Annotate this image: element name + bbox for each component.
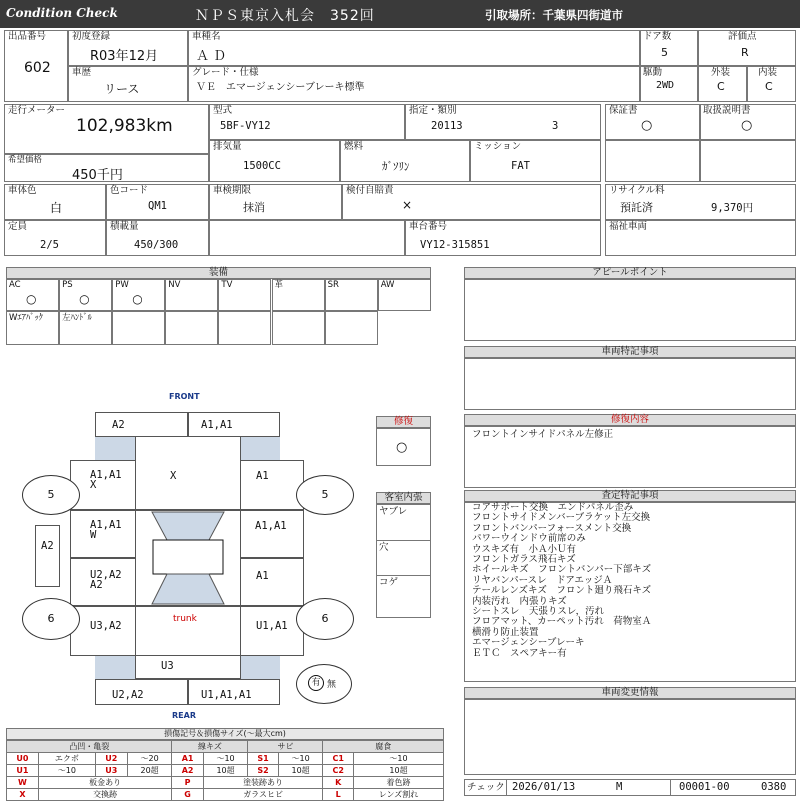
capacity-value: 2/5 (40, 239, 59, 251)
hood (135, 436, 241, 510)
model-label: 型式 (213, 105, 233, 116)
inspect-value: 抹消 (243, 201, 265, 214)
class-value-1: 20113 (431, 120, 463, 132)
fbl-text: A2 (112, 419, 125, 431)
inspection-line: ウスキズ有 小Ａ小Ｕ有 (472, 543, 577, 555)
inspection-line: コアサポート交換 エンドパネル歪み (472, 502, 634, 513)
legend-cell: 凸凹・亀裂 (7, 741, 172, 753)
name-box (188, 30, 640, 66)
brand-logo: Condition Check (6, 6, 118, 20)
class-value-2: 3 (552, 120, 559, 132)
mileage-value: 102,983km (76, 116, 173, 136)
equipment-code: TV (221, 280, 233, 290)
legend-cell: 10超 (353, 765, 443, 777)
legend-cell: W (7, 777, 39, 789)
door-fr-text: A1,A1 (255, 520, 287, 532)
legend-cell: 10超 (203, 765, 248, 777)
equipment-cell-5 (272, 279, 325, 311)
lot-number: 602 (24, 60, 51, 76)
fuel-label: 燃料 (344, 141, 364, 152)
equipment-code: AW (380, 280, 395, 290)
inspection-lines (472, 503, 651, 659)
interior-tear: ヤブレ (379, 506, 408, 517)
manual-mark: ○ (741, 118, 753, 133)
tire-rear-left: 6 (22, 598, 80, 640)
windshield-shapes (135, 510, 241, 606)
interior-divider-2 (376, 575, 431, 576)
rear-label: REAR (172, 711, 196, 720)
legend-cell: S2 (248, 765, 278, 777)
equipment-extra-cell-6 (325, 311, 378, 345)
vehicle-name: ＡＤ (196, 49, 231, 64)
mission-label: ミッション (474, 141, 522, 152)
legend-cell: C1 (323, 753, 354, 765)
ext-value: C (717, 80, 725, 93)
equipment-extra-cell-5 (272, 311, 325, 345)
history-value: リース (104, 82, 140, 96)
corner-fl (95, 436, 135, 460)
blank-box-3 (209, 220, 405, 256)
warranty-mark: ○ (641, 118, 653, 133)
doors-value: 5 (661, 46, 668, 59)
inspection-line: エマージェンシーブレーキ (472, 637, 585, 649)
tire-rear-right: 6 (296, 598, 354, 640)
rear-panel-text: U3 (161, 660, 174, 672)
front-label: FRONT (169, 392, 200, 401)
insurance-label: 検付自賠責 (346, 185, 394, 196)
inspect-label: 車検期限 (213, 185, 252, 196)
color-code-label: 色コード (110, 185, 149, 196)
equipment-code: NV (168, 280, 181, 290)
legend-cell: X (7, 789, 39, 801)
damage-legend (6, 740, 444, 801)
equipment-mark: ○ (26, 292, 37, 306)
ext-label: 外装 (711, 67, 731, 78)
model-value: 5BF-VY12 (220, 120, 271, 132)
spare-yes-circle: 有 (308, 675, 324, 691)
equipment-cell-2 (112, 279, 165, 311)
lot-label: 出品番号 (8, 31, 47, 42)
int-label: 内装 (758, 67, 778, 78)
spare-no: 無 (327, 680, 337, 690)
equipment-code: SR (327, 280, 339, 290)
legend-cell: 〜20 (127, 753, 172, 765)
score-value: R (741, 46, 749, 59)
equipment-code: PW (115, 280, 129, 290)
interior-burn: コゲ (379, 577, 399, 588)
legend-cell: A1 (172, 753, 203, 765)
disp-value: 1500CC (243, 160, 281, 172)
recycle-label: リサイクル料 (609, 185, 665, 196)
legend-header: 損傷記号＆損傷サイズ(〜最大cm) (6, 728, 444, 740)
price-label: 希望価格 (8, 155, 43, 165)
drive-label: 駆動 (643, 67, 663, 78)
interior-body (376, 504, 431, 618)
inspection-line: シートスレ 天張りスレ，汚れ (472, 606, 605, 618)
equipment-header: 装備 (6, 267, 431, 279)
legend-cell: 〜10 (38, 765, 95, 777)
equipment-code: PS (62, 280, 73, 290)
rbr-text: U1,A1,A1 (201, 689, 252, 701)
inspection-line: フロントガラス飛石キズ (472, 554, 576, 566)
changes-body (464, 699, 796, 775)
price-value: 450千円 (72, 168, 123, 183)
appeal-header: アピールポイント (464, 267, 796, 279)
rbl-text: U2,A2 (112, 689, 144, 701)
name-label: 車種名 (192, 31, 221, 42)
legend-cell: 〜10 (203, 753, 248, 765)
fender-right (240, 460, 304, 510)
repair-header: 修復 (376, 416, 431, 428)
legend-cell: レンズ割れ (353, 789, 443, 801)
special-header: 車両特記事項 (464, 346, 796, 358)
trunk-text: trunk (173, 614, 197, 624)
equipment-cell-1 (59, 279, 112, 311)
corner-rr (240, 655, 280, 679)
inspection-header: 査定特記事項 (464, 490, 796, 502)
legend-cell: 〜10 (278, 753, 323, 765)
side-left-text: A2 (41, 540, 54, 552)
legend-cell: 着色跡 (353, 777, 443, 789)
rear-panel (135, 655, 241, 679)
reg-date: R03年12月 (90, 49, 159, 64)
legend-cell: 板金あり (38, 777, 172, 789)
legend-cell: 〜10 (353, 753, 443, 765)
legend-cell: 交換跡 (38, 789, 172, 801)
repair-detail-text: フロントインサイドパネル左修正 (472, 429, 614, 440)
legend-cell: 塗装跡あり (203, 777, 323, 789)
load-label: 積載量 (110, 221, 139, 232)
interior-divider-1 (376, 540, 431, 541)
legend-cell: エクボ (38, 753, 95, 765)
inspection-line: パワーウインドウ前席のみ (472, 533, 586, 545)
inspection-line: フロントサイドメンバーブラケット左交換 (472, 512, 651, 524)
legend-cell: サビ (248, 741, 323, 753)
code-2: 0380 (761, 781, 787, 793)
special-body (464, 358, 796, 410)
corner-fr (240, 436, 280, 460)
side-sill-left (35, 525, 60, 587)
door-fl-text: A1,A1 W (90, 519, 122, 541)
grade-label: グレード・仕様 (192, 67, 259, 78)
legend-cell: P (172, 777, 203, 789)
class-label: 指定・類別 (409, 105, 457, 116)
legend-cell: 腐食 (323, 741, 444, 753)
check-date: 2026/01/13 (512, 781, 576, 793)
pickup-location: 引取場所：千葉県四街道市 (485, 8, 623, 22)
legend-cell: A2 (172, 765, 203, 777)
legend-cell: ガラスヒビ (203, 789, 323, 801)
blank-box-2 (700, 140, 796, 182)
hood-text: X (170, 470, 177, 482)
warranty-label: 保証書 (609, 105, 638, 116)
inspection-line: 内装汚れ 内張りキズ (472, 595, 567, 607)
recycle-amount: 9,370円 (711, 202, 754, 214)
footer-divider-1 (506, 779, 507, 796)
tire-front-right: 5 (296, 475, 354, 515)
inspection-line: ＥＴＣ スペアキー有 (472, 647, 567, 659)
recycle-status: 預託済 (620, 201, 653, 214)
changes-header: 車両変更情報 (464, 687, 796, 699)
capacity-label: 定員 (8, 221, 28, 232)
doors-label: ドア数 (643, 31, 672, 42)
blank-box-1 (605, 140, 700, 182)
spare-tire (296, 664, 352, 704)
legend-cell: U2 (95, 753, 127, 765)
interior-header: 客室内張 (376, 492, 431, 504)
chassis-value: VY12-315851 (420, 239, 490, 251)
legend-cell: S1 (248, 753, 278, 765)
drive-value: 2WD (656, 80, 675, 91)
fbr-text: A1,A1 (201, 419, 233, 431)
equipment-cell-4 (218, 279, 271, 311)
legend-cell: 線キズ (172, 741, 248, 753)
equipment-cell-6 (325, 279, 378, 311)
history-label: 車歴 (72, 67, 92, 78)
door-rr-text: A1 (256, 570, 269, 582)
equipment-cell-3 (165, 279, 218, 311)
mileage-label: 走行メーター (8, 105, 66, 116)
legend-cell: U1 (7, 765, 39, 777)
legend-cell: L (323, 789, 354, 801)
welfare-label: 福祉車両 (609, 221, 648, 232)
equipment-extra-cell-1 (59, 311, 112, 345)
footer-divider-2 (670, 779, 671, 796)
chassis-label: 車台番号 (409, 221, 448, 232)
equipment-code: 革 (274, 280, 284, 290)
repair-detail-header: 修復内容 (464, 414, 796, 426)
code-1: 00001-00 (679, 781, 730, 793)
disp-label: 排気量 (213, 141, 242, 152)
door-front-right (240, 510, 304, 558)
fender-right-text: A1 (256, 470, 269, 482)
equipment-extra-cell-4 (218, 311, 271, 345)
equipment-cell-7 (378, 279, 431, 311)
equipment-cell-0 (6, 279, 59, 311)
equipment-extra-label: 左ﾊﾝﾄﾞﾙ (62, 313, 92, 323)
legend-cell: U0 (7, 753, 39, 765)
equipment-extra-cell-0 (6, 311, 59, 345)
interior-hole: 穴 (379, 542, 389, 553)
tire-front-left: 5 (22, 475, 80, 515)
equipment-mark: ○ (79, 292, 90, 306)
legend-cell: C2 (323, 765, 354, 777)
inspection-line: フロントバンパーフォースメント交換 (472, 522, 632, 534)
int-value: C (765, 80, 773, 93)
door-rear-right (240, 558, 304, 606)
header-bar (0, 0, 800, 28)
equipment-code: AC (9, 280, 21, 290)
color-label: 車体色 (8, 185, 37, 196)
load-value: 450/300 (134, 239, 179, 251)
inspection-line: リヤバンパースレ ドアエッジＡ (472, 574, 613, 586)
door-rl-text: U2,A2 A2 (90, 569, 122, 591)
color-value: 白 (50, 201, 63, 215)
repair-mark: ○ (396, 440, 408, 455)
inspection-line: テールレンズキズ フロント廻り飛石キズ (472, 585, 652, 597)
grade-value: ＶＥ エマージェンシーブレーキ標準 (196, 82, 365, 93)
score-label: 評価点 (728, 31, 757, 42)
front-bumper-left (95, 412, 188, 437)
equipment-extra-cell-3 (165, 311, 218, 345)
reg-label: 初度登録 (72, 31, 111, 42)
manual-label: 取扱説明書 (703, 105, 751, 116)
equipment-extra-label: Wｴｱﾊﾞｯｸ (9, 313, 43, 323)
quarter-right-text: U1,A1 (256, 620, 288, 632)
legend-cell: G (172, 789, 203, 801)
appeal-body (464, 279, 796, 341)
insurance-value: × (402, 198, 413, 212)
inspection-line: ホイールキズ フロントバンパー下部キズ (472, 564, 652, 576)
legend-cell: U3 (95, 765, 127, 777)
equipment-mark: ○ (132, 292, 143, 306)
check-mark: M (616, 781, 623, 793)
corner-rl (95, 655, 135, 679)
fuel-value: ｶﾞｿﾘﾝ (382, 160, 410, 173)
check-label: チェック (467, 782, 505, 793)
fender-left-text: A1,A1 X (90, 469, 122, 491)
equipment-extra-cell-2 (112, 311, 165, 345)
quarter-left-text: U3,A2 (90, 620, 122, 632)
inspection-line: 横滑り防止装置 (472, 626, 539, 638)
color-code-value: QM1 (148, 200, 167, 212)
inspection-line: フロアマット、カーペット汚れ 荷物室Ａ (472, 616, 652, 628)
legend-cell: K (323, 777, 354, 789)
mission-value: FAT (511, 160, 530, 172)
legend-cell: 20超 (127, 765, 172, 777)
legend-cell: 10超 (278, 765, 323, 777)
auction-title: ＮＰＳ東京入札会 352回 (195, 8, 375, 24)
